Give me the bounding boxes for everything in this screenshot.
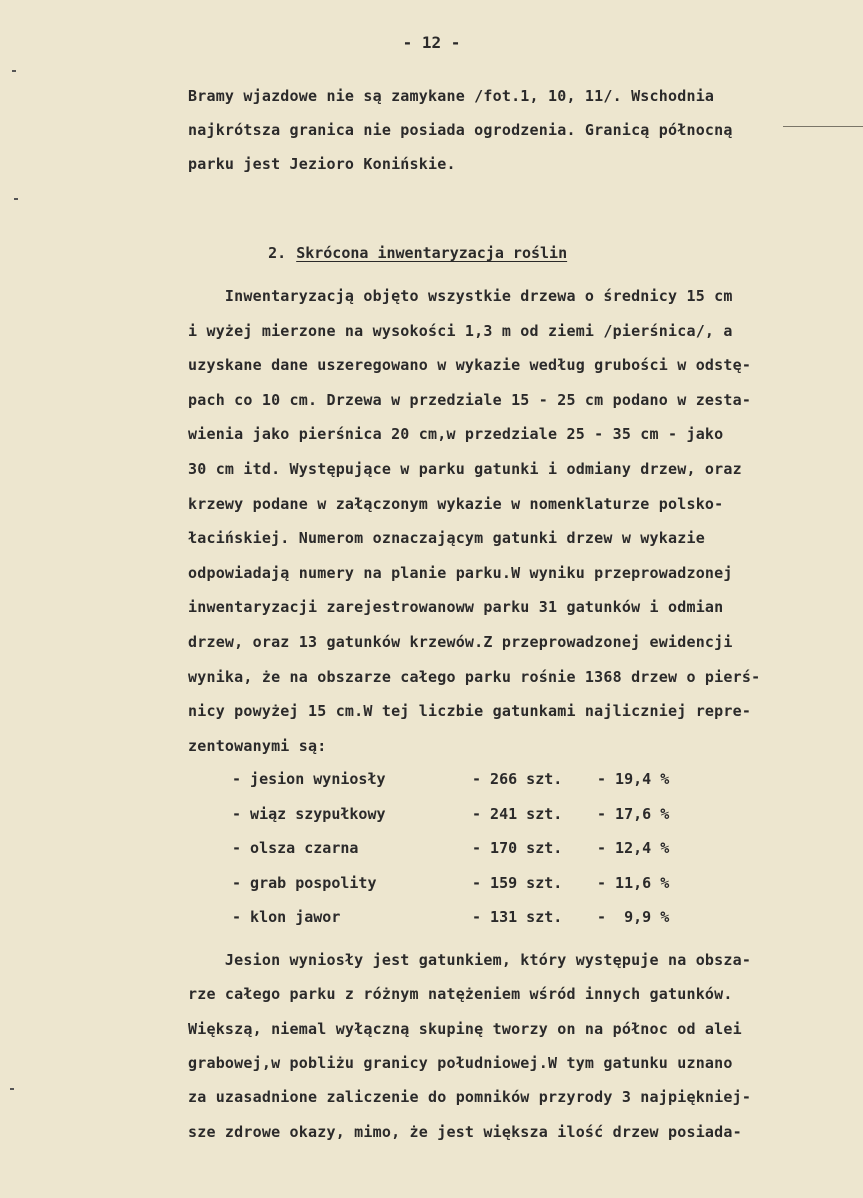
text-line: Inwentaryzacją objęto wszystkie drzewa o średnicy 15 cm <box>188 287 733 305</box>
text-line: wienia jako pierśnica 20 cm,w przedziale 25 - 35 cm - jako <box>188 425 724 444</box>
margin-mark <box>10 1088 14 1090</box>
text-line: łacińskiej. Numerom oznaczającym gatunki drzew w wykazie <box>188 529 705 548</box>
species-count: - 159 szt. <box>472 873 563 892</box>
text-line: najkrótsza granica nie posiada ogrodzenia. Granicą północną <box>188 121 733 139</box>
text-line: 30 cm itd. Występujące w parku gatunki i odmiany drzew, oraz <box>188 460 742 478</box>
text-line: odpowiadają numery na planie parku.W wyniku przeprowadzonej <box>188 563 733 582</box>
species-percent: - 19,4 % <box>597 770 670 788</box>
text-line: rze całego parku z różnym natężeniem wśród innych gatunków. <box>188 985 733 1004</box>
text-line: parku jest Jezioro Konińskie. <box>188 155 456 173</box>
text-line: grabowej,w pobliżu granicy południowej.W tym gatunku uznano <box>188 1053 733 1072</box>
text-line: drzew, oraz 13 gatunków krzewów.Z przeprowadzonej ewidencji <box>188 633 733 651</box>
text-line: Większą, niemal wyłączną skupinę tworzy on na północ od alei <box>188 1019 742 1038</box>
margin-mark <box>12 70 16 72</box>
text-line: Bramy wjazdowe nie są zamykane /fot.1, 10, 11/. Wschodnia <box>188 87 715 105</box>
species-count: - 266 szt. <box>472 770 563 788</box>
species-count: - 131 szt. <box>472 908 563 926</box>
section-number: 2. <box>268 244 287 262</box>
page-number: - 12 - <box>402 33 461 52</box>
species-percent: - 17,6 % <box>597 804 670 823</box>
text-line: nicy powyżej 15 cm.W tej liczbie gatunkami najliczniej repre- <box>188 702 752 721</box>
text-line: sze zdrowe okazy, mimo, że jest większa ilość drzew posiada- <box>188 1122 742 1141</box>
species-percent: - 12,4 % <box>597 839 670 857</box>
species-percent: - 11,6 % <box>597 873 670 892</box>
text-line: inwentaryzacji zarejestrowanoww parku 31 gatunków i odmian <box>188 598 724 617</box>
text-line: pach co 10 cm. Drzewa w przedziale 15 - 25 cm podano w zesta- <box>188 390 752 409</box>
section-title: Skrócona inwentaryzacja roślin <box>296 244 568 262</box>
species-name: - olsza czarna <box>232 839 359 857</box>
margin-mark <box>14 198 18 200</box>
text-line: wynika, że na obszarze całego parku rośnie 1368 drzew o pierś- <box>188 667 761 686</box>
species-name: - wiąz szypułkowy <box>232 804 386 823</box>
text-line: Jesion wyniosły jest gatunkiem, który występuje na obsza- <box>188 951 752 969</box>
text-line: za uzasadnione zaliczenie do pomników przyrody 3 najpiękniej- <box>188 1088 752 1107</box>
text-line: i wyżej mierzone na wysokości 1,3 m od ziemi /pierśnica/, a <box>188 321 733 340</box>
species-name: - jesion wyniosły <box>232 770 386 788</box>
section-heading <box>232 226 567 280</box>
species-count: - 241 szt. <box>472 804 563 823</box>
text-line: krzewy podane w załączonym wykazie w nomenklaturze polsko- <box>188 494 724 513</box>
text-line: zentowanymi są: <box>188 736 327 755</box>
species-percent: - 9,9 % <box>597 908 670 926</box>
species-name: - grab pospolity <box>232 873 377 892</box>
margin-rule <box>783 126 863 127</box>
text-line: uzyskane dane uszeregowano w wykazie według grubości w odstę- <box>188 356 752 375</box>
species-name: - klon jawor <box>232 908 341 926</box>
species-count: - 170 szt. <box>472 839 563 857</box>
